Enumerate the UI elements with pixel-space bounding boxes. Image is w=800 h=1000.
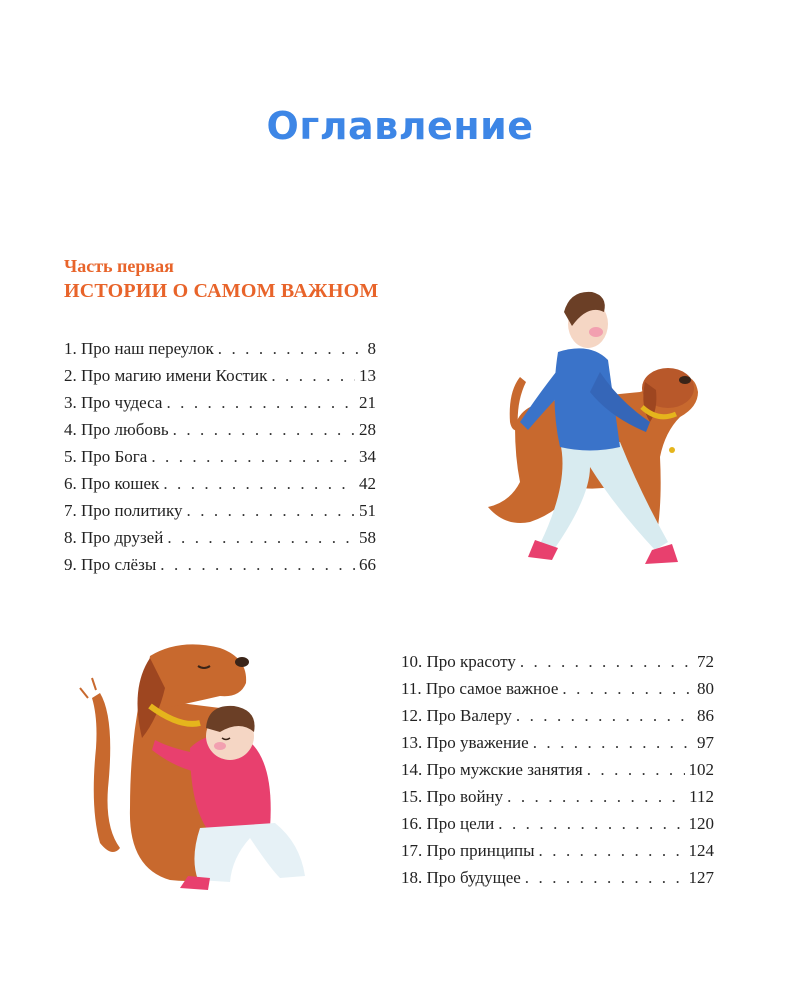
toc-entry-title: 8. Про друзей bbox=[64, 528, 164, 547]
toc-page-number: 21 bbox=[359, 393, 376, 412]
toc-entry[interactable] bbox=[64, 443, 376, 470]
toc-leader-dots bbox=[271, 362, 355, 389]
toc-leader-dots bbox=[562, 675, 693, 702]
toc-entry[interactable] bbox=[401, 810, 714, 837]
toc-entry[interactable] bbox=[64, 362, 376, 389]
toc-entry[interactable] bbox=[64, 524, 376, 551]
toc-page-number: 97 bbox=[697, 733, 714, 752]
toc-entry-title: 18. Про будущее bbox=[401, 868, 521, 887]
toc-entry-title: 6. Про кошек bbox=[64, 474, 160, 493]
toc-entry[interactable] bbox=[401, 756, 714, 783]
toc-page-number: 34 bbox=[359, 447, 376, 466]
toc-page-number: 86 bbox=[697, 706, 714, 725]
dog-head bbox=[148, 644, 246, 708]
toc-leader-dots bbox=[498, 810, 684, 837]
boy-cheek bbox=[214, 742, 226, 750]
toc-page-number: 8 bbox=[367, 339, 376, 358]
toc-entry[interactable] bbox=[401, 675, 714, 702]
toc-entry-title: 3. Про чудеса bbox=[64, 393, 163, 412]
collar-tag bbox=[669, 447, 675, 453]
toc-leader-dots bbox=[151, 443, 355, 470]
part-title: ИСТОРИИ О САМОМ ВАЖНОМ bbox=[64, 280, 379, 302]
dog-nose bbox=[679, 376, 691, 384]
toc-entry-title: 15. Про войну bbox=[401, 787, 504, 806]
toc-list-left bbox=[64, 335, 376, 578]
dog-nose bbox=[235, 657, 249, 667]
boy-hugging-dog-illustration bbox=[70, 628, 315, 898]
boy-shoe-right bbox=[645, 544, 678, 564]
toc-page-number: 124 bbox=[688, 841, 714, 860]
part-label: Часть первая bbox=[64, 256, 174, 276]
toc-entry[interactable] bbox=[64, 416, 376, 443]
toc-entry-title: 5. Про Бога bbox=[64, 447, 148, 466]
toc-entry[interactable] bbox=[64, 497, 376, 524]
toc-leader-dots bbox=[587, 756, 685, 783]
toc-page-number: 28 bbox=[359, 420, 376, 439]
toc-entry[interactable] bbox=[401, 729, 714, 756]
toc-entry-title: 7. Про политику bbox=[64, 501, 183, 520]
toc-leader-dots bbox=[525, 864, 685, 891]
toc-page-number: 42 bbox=[359, 474, 376, 493]
toc-leader-dots bbox=[539, 837, 685, 864]
toc-entry[interactable] bbox=[64, 335, 376, 362]
toc-entry-title: 14. Про мужские занятия bbox=[401, 760, 583, 779]
toc-entry[interactable] bbox=[401, 837, 714, 864]
toc-page-number: 13 bbox=[359, 366, 376, 385]
toc-entry[interactable] bbox=[64, 470, 376, 497]
toc-entry[interactable] bbox=[401, 648, 714, 675]
toc-list-right bbox=[401, 648, 714, 891]
toc-entry[interactable] bbox=[64, 551, 376, 578]
toc-entry[interactable] bbox=[401, 783, 714, 810]
toc-leader-dots bbox=[218, 335, 364, 362]
toc-entry-title: 17. Про принципы bbox=[401, 841, 535, 860]
toc-page-number: 127 bbox=[688, 868, 714, 887]
toc-leader-dots bbox=[507, 783, 685, 810]
toc-entry-title: 12. Про Валеру bbox=[401, 706, 512, 725]
toc-entry-title: 2. Про магию имени Костик bbox=[64, 366, 268, 385]
toc-page-number: 120 bbox=[688, 814, 714, 833]
page-title: Оглавление bbox=[266, 104, 534, 148]
toc-leader-dots bbox=[533, 729, 693, 756]
toc-leader-dots bbox=[187, 497, 355, 524]
toc-page-number: 102 bbox=[688, 760, 714, 779]
toc-page-number: 72 bbox=[697, 652, 714, 671]
toc-leader-dots bbox=[520, 648, 693, 675]
toc-entry-title: 16. Про цели bbox=[401, 814, 495, 833]
toc-entry-title: 1. Про наш переулок bbox=[64, 339, 214, 358]
toc-entry-title: 11. Про самое важное bbox=[401, 679, 559, 698]
toc-leader-dots bbox=[163, 470, 355, 497]
toc-entry-title: 10. Про красоту bbox=[401, 652, 516, 671]
toc-leader-dots bbox=[160, 551, 355, 578]
toc-leader-dots bbox=[173, 416, 355, 443]
boy-trousers bbox=[194, 823, 305, 882]
toc-page-number: 66 bbox=[359, 555, 376, 574]
toc-page-number: 51 bbox=[359, 501, 376, 520]
toc-entry-title: 9. Про слёзы bbox=[64, 555, 157, 574]
toc-page-number: 80 bbox=[697, 679, 714, 698]
boy-walking-dog-illustration bbox=[480, 282, 725, 572]
boy-cheek bbox=[589, 327, 603, 337]
toc-page-number: 58 bbox=[359, 528, 376, 547]
toc-entry[interactable] bbox=[64, 389, 376, 416]
toc-entry-title: 13. Про уважение bbox=[401, 733, 529, 752]
toc-page-number: 112 bbox=[689, 787, 714, 806]
toc-leader-dots bbox=[167, 524, 355, 551]
toc-entry[interactable] bbox=[401, 864, 714, 891]
toc-entry-title: 4. Про любовь bbox=[64, 420, 169, 439]
toc-leader-dots bbox=[516, 702, 693, 729]
toc-entry[interactable] bbox=[401, 702, 714, 729]
toc-leader-dots bbox=[166, 389, 355, 416]
motion-marks bbox=[80, 678, 96, 698]
dog-tail bbox=[92, 693, 120, 852]
